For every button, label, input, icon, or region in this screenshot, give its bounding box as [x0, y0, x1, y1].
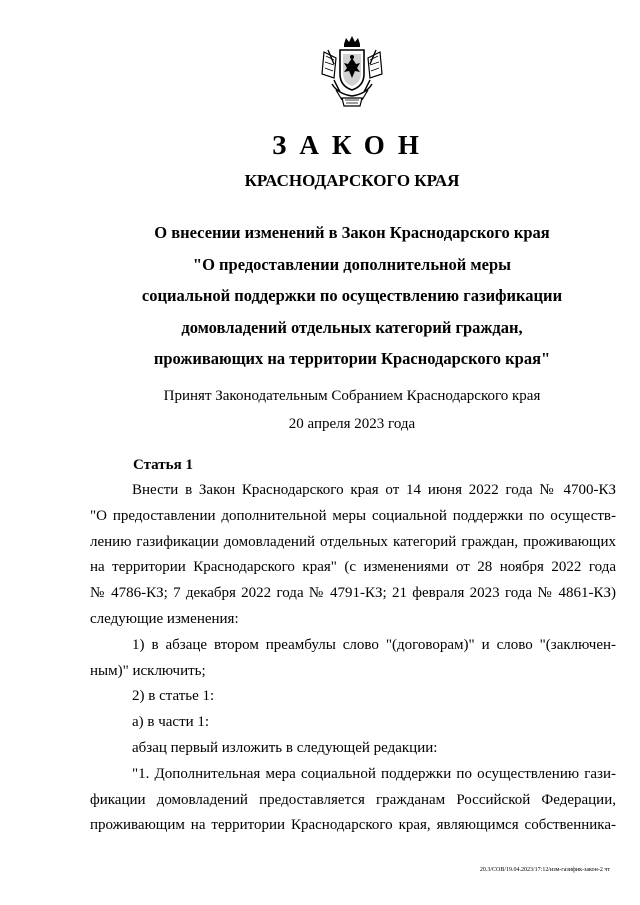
document-title	[120, 217, 584, 375]
article-line: фикации домовладений предоставляется гражданам Российской Федерации,	[90, 791, 616, 808]
adoption-info	[120, 382, 584, 438]
article-heading: Статья 1	[133, 457, 193, 473]
article-line: а) в части 1:	[132, 714, 210, 731]
article-line: проживающим на территории Краснодарского края, являющимся собственника-	[90, 817, 616, 834]
article-body	[90, 478, 616, 839]
law-title: ЗАКОН	[272, 130, 432, 160]
article-line: № 4786-КЗ; 7 декабря 2022 года № 4791-КЗ; 21 февраля 2023 года № 4861-КЗ)	[90, 585, 616, 602]
region-title: КРАСНОДАРСКОГО КРАЯ	[244, 171, 460, 190]
document-title-line: О внесении изменений в Закон Краснодарского края	[154, 223, 550, 242]
article-line: на территории Краснодарского края" (с изменениями от 28 ноября 2022 года	[90, 559, 616, 576]
document-title-line: социальной поддержки по осуществлению газификации	[141, 286, 563, 305]
article-line: "О предоставлении дополнительной меры социальной поддержки по осуществ-	[90, 507, 616, 524]
article-line: абзац первый изложить в следующей редакции:	[132, 739, 438, 756]
footer-code: 20.3/СОВ/19.04.2023/17:12/изм-газифик-закон-2 чт	[479, 867, 610, 873]
document-title-line: проживающих на территории Краснодарского края"	[153, 349, 551, 368]
article-line: следующие изменения:	[90, 610, 239, 627]
article-line: 2) в статье 1:	[132, 688, 215, 705]
article-line: ным)" исключить;	[90, 662, 206, 679]
article-line: Внести в Закон Краснодарского края от 14 июня 2022 года № 4700-КЗ	[132, 482, 616, 498]
adoption-date: 20 апреля 2023 года	[288, 416, 416, 432]
article-line: лению газификации домовладений отдельных категорий граждан, проживающих	[90, 533, 616, 550]
article-line: "1. Дополнительная мера социальной поддержки по осуществлению гази-	[132, 765, 616, 782]
document-title-line: "О предоставлении дополнительной меры	[192, 254, 512, 274]
document-title-line: домовладений отдельных категорий граждан,	[181, 317, 523, 337]
coat-of-arms-icon	[314, 34, 390, 110]
article-line: 1) в абзаце втором преамбулы слово "(договорам)" и слово "(заключен-	[132, 636, 616, 653]
adoption-body: Принят Законодательным Собранием Краснодарского края	[163, 388, 541, 404]
